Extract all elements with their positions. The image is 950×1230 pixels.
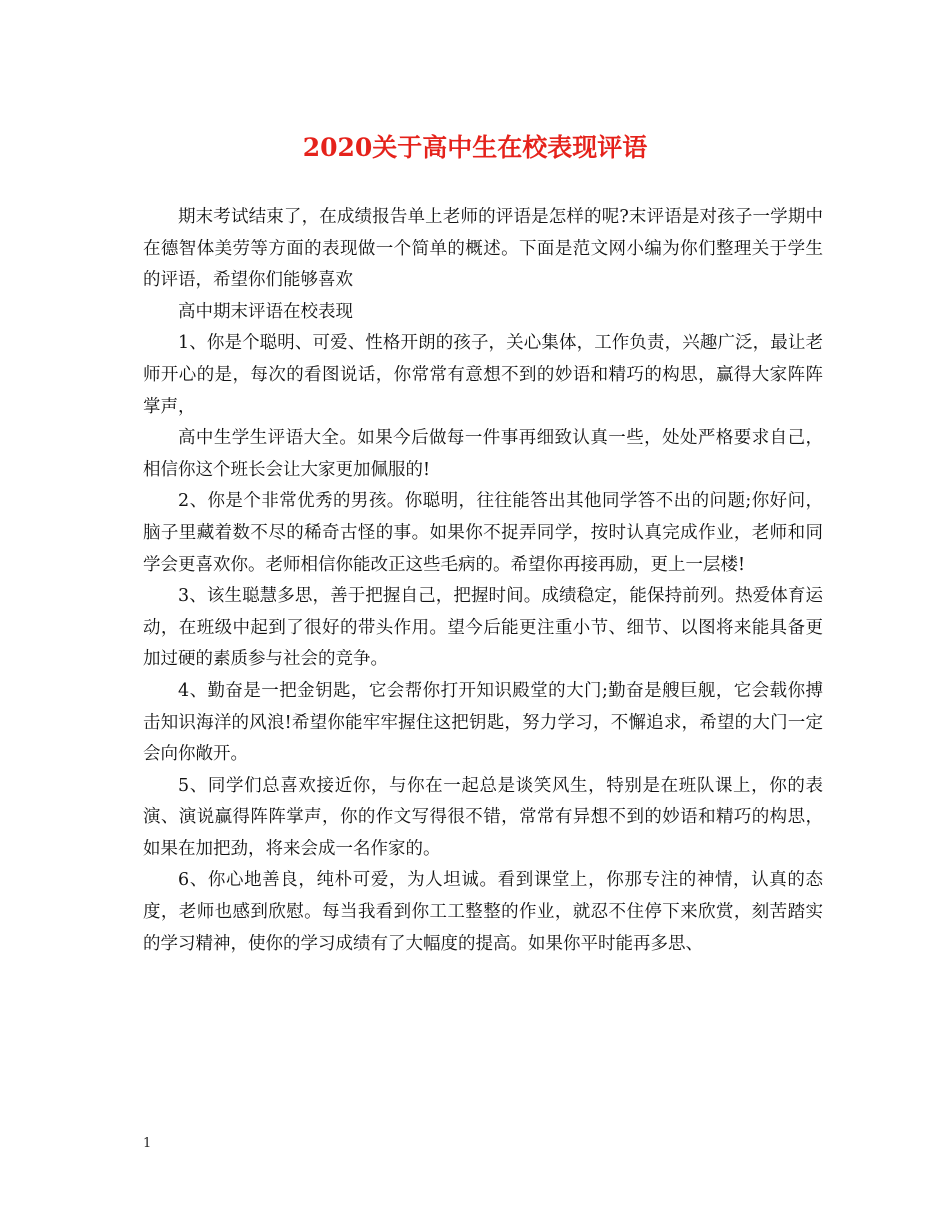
paragraph-comment-1-continued: 高中生学生评语大全。如果今后做每一件事再细致认真一些，处处严格要求自己，相信你这个班长会让大家更加佩服的! <box>143 428 823 480</box>
paragraph-comment-6: 6、你心地善良，纯朴可爱，为人坦诚。看到课堂上，你那专注的神情，认真的态度，老师也感到欣慰。每当我看到你工工整整的作业，就忍不住停下来欣赏，刻苦踏实的学习精神，使你的学习成绩有了大幅度的提高。如果你平时能再多思、 <box>143 870 823 954</box>
paragraph-comment-4: 4、勤奋是一把金钥匙，它会帮你打开知识殿堂的大门;勤奋是艘巨舰，它会载你搏击知识海洋的风浪!希望你能牢牢握住这把钥匙，努力学习，不懈追求，希望的大门一定会向你敞开。 <box>143 680 823 765</box>
paragraph-comment-5: 5、同学们总喜欢接近你，与你在一起总是谈笑风生，特别是在班队课上，你的表演、演说赢得阵阵掌声，你的作文写得很不错，常常有异想不到的妙语和精巧的构思，如果在加把劲，将来会成一名作家的。 <box>143 775 823 859</box>
paragraph-intro: 期末考试结束了，在成绩报告单上老师的评语是怎样的呢?末评语是对孩子一学期中在德智体美劳等方面的表现做一个简单的概述。下面是范文网小编为你们整理关于学生的评语，希望你们能够喜欢 <box>143 207 823 291</box>
paragraph-comment-1: 1、你是个聪明、可爱、性格开朗的孩子，关心集体，工作负责，兴趣广泛，最让老师开心的是，每次的看图说话，你常常有意想不到的妙语和精巧的构思，赢得大家阵阵掌声， <box>143 333 823 417</box>
document-title: 2020关于高中生在校表现评语 <box>302 133 648 162</box>
document-body <box>143 202 823 960</box>
paragraph-subheading: 高中期末评语在校表现 <box>178 301 353 322</box>
page-number: 1 <box>143 1136 152 1151</box>
paragraph-comment-2: 2、你是个非常优秀的男孩。你聪明，往往能答出其他同学答不出的问题;你好问，脑子里藏着数不尽的稀奇古怪的事。如果你不捉弄同学，按时认真完成作业，老师和同学会更喜欢你。老师相信你能改正这些毛病的。希望你再接再励，更上一层楼! <box>143 491 823 575</box>
paragraph-comment-3: 3、该生聪慧多思，善于把握自己，把握时间。成绩稳定，能保持前列。热爱体育运动，在班级中起到了很好的带头作用。望今后能更注重小节、细节、以图将来能具备更加过硬的素质参与社会的竞争。 <box>143 586 823 670</box>
